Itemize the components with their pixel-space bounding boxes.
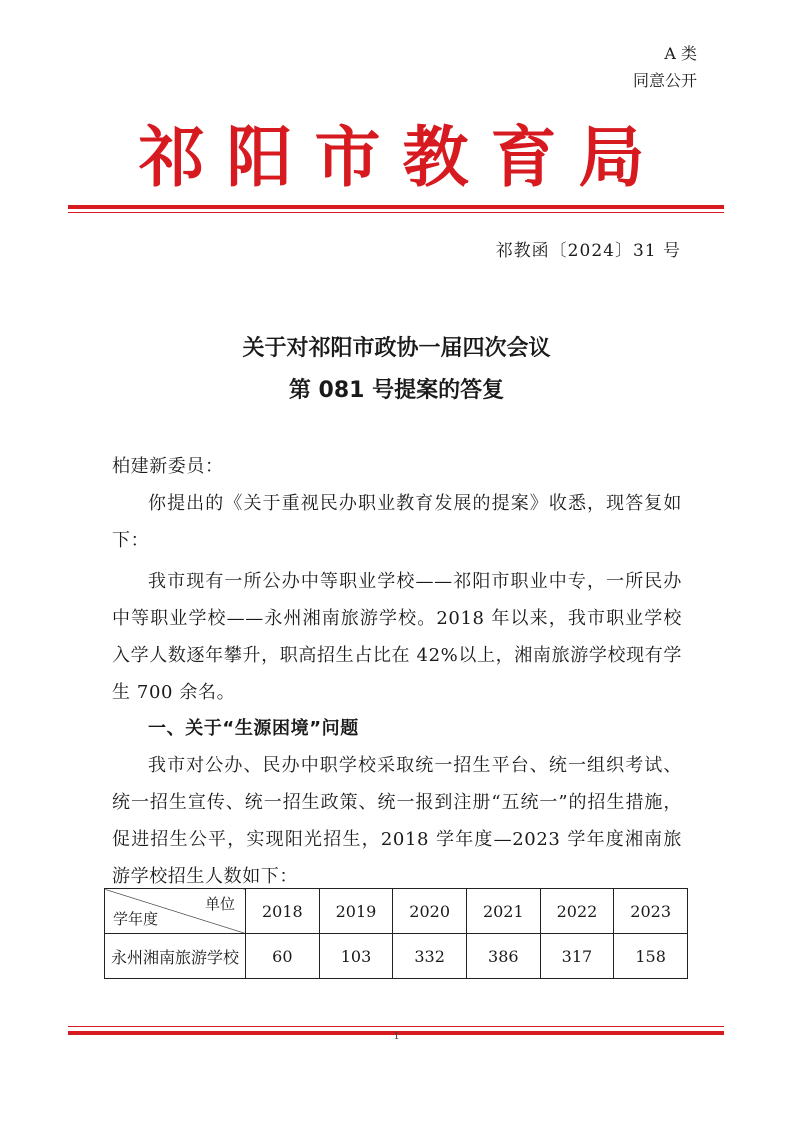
enrollment-table [104,888,688,979]
document-number: 祁教函〔2024〕31 号 [495,241,681,261]
paragraph-intro: 你提出的《关于重视民办职业教育发展的提案》收悉，现答复如下： [112,493,682,551]
classification-mark [633,40,697,94]
year-header: 2022 [540,889,614,934]
year-header: 2020 [393,889,467,934]
classification-disclosure: 同意公开 [632,71,697,90]
paragraph-enrollment: 我市对公办、民办中职学校采取统一招生平台、统一组织考试、统一招生宣传、统一招生政策、统一报到注册“五统一”的招生措施，促进招生公平，实现阳光招生，2018 学年度—2023 学年度湘南旅游学校招生人数如下： [112,755,682,887]
salutation: 柏建新委员： [112,456,224,477]
table-row [105,934,688,979]
footer-rule-thin [68,1026,724,1027]
page-number: 1 [393,1031,400,1042]
enrollment-value: 103 [319,934,393,979]
document-title-line2: 第 081 号提案的答复 [288,378,505,403]
year-header: 2019 [319,889,393,934]
year-header: 2023 [614,889,688,934]
corner-label-year: 学年度 [113,910,159,928]
enrollment-value: 332 [393,934,467,979]
corner-label-unit: 单位 [204,895,235,913]
masthead-title: 祁阳市教育局 [138,118,667,196]
enrollment-value: 386 [466,934,540,979]
paragraph-overview: 我市现有一所公办中等职业学校——祁阳市职业中专，一所民办中等职业学校——永州湘南旅游学校。2018 年以来，我市职业学校入学人数逐年攀升，职高招生占比在 42%以上，湘南旅游学校现有学生 700 余名。 [112,571,682,703]
year-header: 2018 [246,889,320,934]
document-title-line1: 关于对祁阳市政协一届四次会议 [242,336,551,361]
section-heading-1: 一、关于“生源困境”问题 [148,718,359,739]
table-header-row [105,889,688,934]
enrollment-value: 158 [614,934,688,979]
classification-category: A 类 [664,44,697,63]
row-label-school: 永州湘南旅游学校 [105,934,246,979]
table-corner-cell [105,889,246,934]
year-header: 2021 [466,889,540,934]
masthead-rule-thin [68,212,724,213]
enrollment-value: 317 [540,934,614,979]
masthead-rule-thick [68,205,724,209]
enrollment-value: 60 [246,934,320,979]
